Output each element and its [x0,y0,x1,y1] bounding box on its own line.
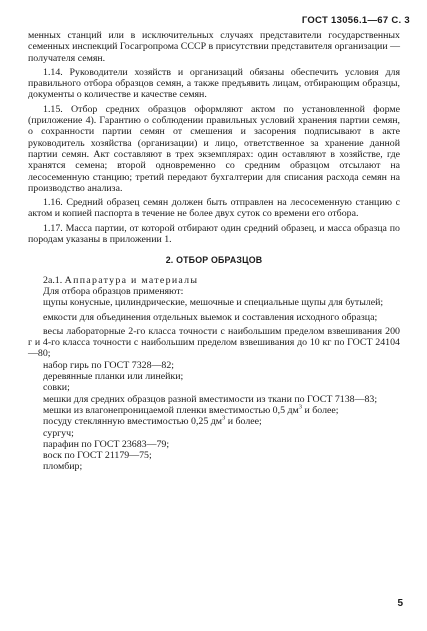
document-body [28,30,400,473]
paragraph-1-15: 1.15. Отбор средних образцов оформляют актом по установленной форме (приложение 4). Гарантию о соблюдении правильных условий хранения партии семян, о сохранности партии семян от смешения и засорения подписывают в акте руководитель хозяйства (организации) и лицо, ответственное за хранение данной партии семян. Акт составляют в трех экземплярах: один оставляют в хозяйстве, где хранятся семена; второй одновременно со средним образцом отсылают на лесосеменную станцию; третий передают бухгалтерии для списания расхода семян на производство анализа. [28,103,400,194]
list-item: мешки для средних образцов разной вместимости из ткани по ГОСТ 7138—83; [43,393,378,405]
subsection-number: 2а.1. [43,274,63,286]
glass-jars-tail: и более; [225,416,262,428]
section-2-title: 2. ОТБОР ОБРАЗЦОВ [165,255,263,266]
paragraph-continued: менных станций или в исключительных случаях представители государственных семенных инспекций Госагропрома СССР в присутствии представителя организации — получателя семян. [28,30,400,64]
list-item: сургуч; [43,427,74,439]
equipment-list [28,297,400,472]
list-item: пломбир; [43,461,83,473]
list-item: совки; [43,382,70,394]
list-item: парафин по ГОСТ 23683—79; [43,438,170,450]
film-bags-text: мешки из влагонепроницаемой пленки вместимостью 0,5 дм [43,404,299,416]
list-item-glass-jars [28,416,400,427]
subsection-title: Аппаратура и материалы [64,274,199,286]
glass-jars-text: посуду стеклянную вместимостью 0,25 дм [43,416,223,428]
cubic-superscript: 3 [298,403,303,411]
running-header: ГОСТ 13056.1—67 С. 3 [301,15,410,26]
list-item: емкости для объединения отдельных выемок и составления исходного образца; [43,311,378,323]
list-item: воск по ГОСТ 21179—75; [43,450,152,462]
list-item: набор гирь по ГОСТ 7328—82; [43,359,175,371]
subsection-heading [28,275,400,286]
paragraph-1-16: 1.16. Средний образец семян должен быть отправлен на лесосеменную станцию с актом и копией паспорта в течение не более двух суток со времени его отбора. [28,197,400,220]
list-item: весы лабораторные 2-го класса точности с наибольшим пределом взвешивания 200 г и 4-го класса точности с наибольшим пределом взвешивания до 10 кг по ГОСТ 24104—80; [28,325,400,360]
paragraph-1-17: 1.17. Масса партии, от которой отбирают один средний образец, и масса образца по породам указаны в приложении 1. [28,222,400,246]
film-bags-tail: и более; [302,404,339,416]
list-item: деревянные планки или линейки; [43,371,184,383]
paragraph-1-14: 1.14. Руководители хозяйств и организаций обязаны обеспечить условия для правильного отбора образцов семян, а также предъявить лицам, отбирающим образцы, документы о количестве и качестве семян. [28,66,400,101]
equipment-intro: Для отбора образцов применяют: [43,285,184,297]
list-item: щупы конусные, цилиндрические, мешочные и специальные щупы для бутылей; [43,297,384,309]
list-item-film-bags [28,405,400,416]
cubic-superscript: 3 [222,414,226,422]
page-number: 5 [397,598,403,609]
